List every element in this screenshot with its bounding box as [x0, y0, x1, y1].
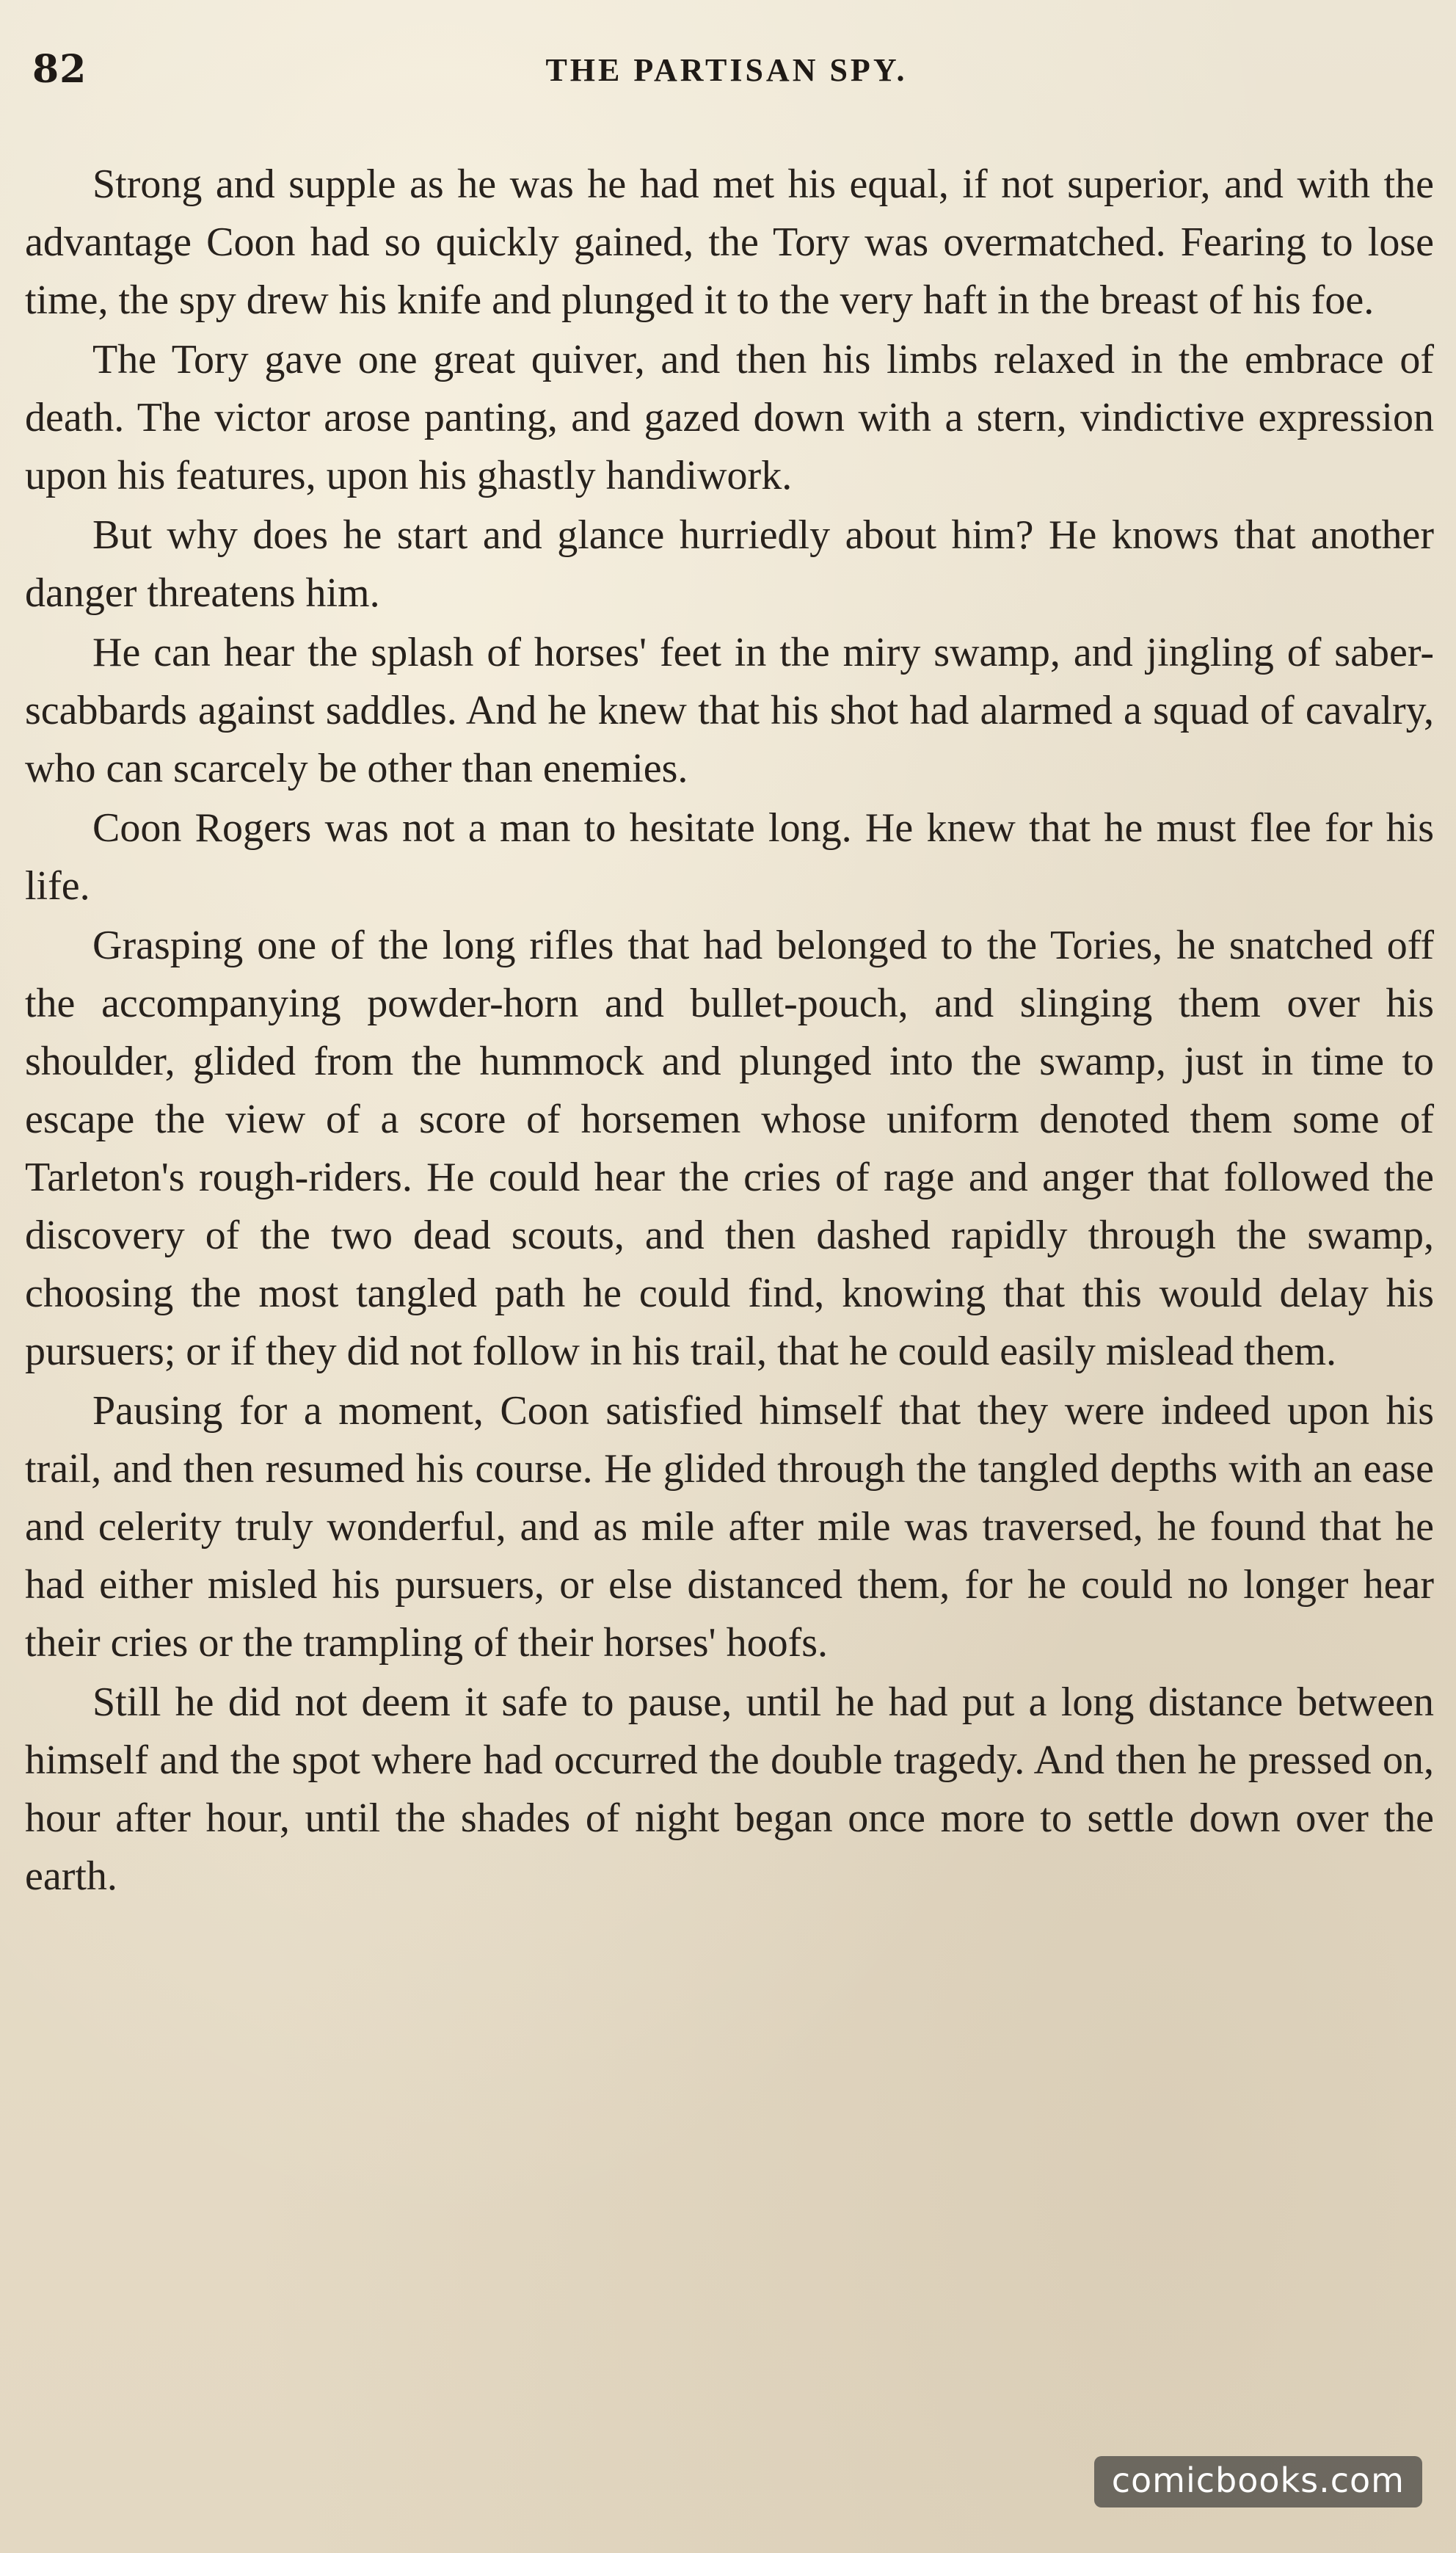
running-head: THE PARTISAN SPY.	[545, 52, 908, 88]
paragraph: Strong and supple as he was he had met his equal, if not superior, and with the advantage Coon had so quickly gained, the Tory was overmatched. Fearing to lose time, the spy drew his knife and plunged it to the very haft in the breast of his foe.	[25, 161, 1434, 323]
paragraph: Coon Rogers was not a man to hesitate long. He knew that he must flee for his life.	[25, 805, 1434, 909]
paragraph: Grasping one of the long rifles that had belonged to the Tories, he snatched off the accompanying powder-horn and bullet-pouch, and slinging them over his shoulder, glided from the hummock and plunged into the swamp, just in time to escape the view of a score of horsemen whose uniform denoted them some of Tarleton's rough-riders. He could hear the cries of rage and anger that followed the discovery of the two dead scouts, and then dashed rapidly through the swamp, choosing the most tangled path he could find, knowing that this would delay his pursuers; or if they did not follow in his trail, that he could easily mislead them.	[25, 923, 1434, 1374]
paragraph: Still he did not deem it safe to pause, until he had put a long distance between himself and the spot where had occurred the double tragedy. And then he pressed on, hour after hour, until the shades of night began once more to settle down over the earth.	[25, 1679, 1434, 1899]
watermark: comicbooks.com	[1094, 2456, 1422, 2507]
paragraph: Pausing for a moment, Coon satisfied himself that they were indeed upon his trail, and then resumed his course. He glided through the tangled depths with an ease and celerity truly wonderful, and as mile after mile was traversed, he found that he had either misled his pursuers, or else distanced them, for he could no longer hear their cries or the trampling of their horses' hoofs.	[25, 1388, 1434, 1666]
page-header	[29, 44, 1424, 103]
page-number: 82	[32, 47, 87, 92]
paragraph: He can hear the splash of horses' feet in the miry swamp, and jingling of saber-scabbards against saddles. And he knew that his shot had alarmed a squad of cavalry, who can scarcely be other than enemies.	[25, 630, 1434, 791]
body-text	[25, 156, 1434, 1907]
paragraph: The Tory gave one great quiver, and then his limbs relaxed in the embrace of death. The victor arose panting, and gazed down with a stern, vindictive expression upon his features, upon his ghastly handiwork.	[25, 337, 1434, 498]
paragraph: But why does he start and glance hurriedly about him? He knows that another danger threatens him.	[25, 512, 1434, 616]
